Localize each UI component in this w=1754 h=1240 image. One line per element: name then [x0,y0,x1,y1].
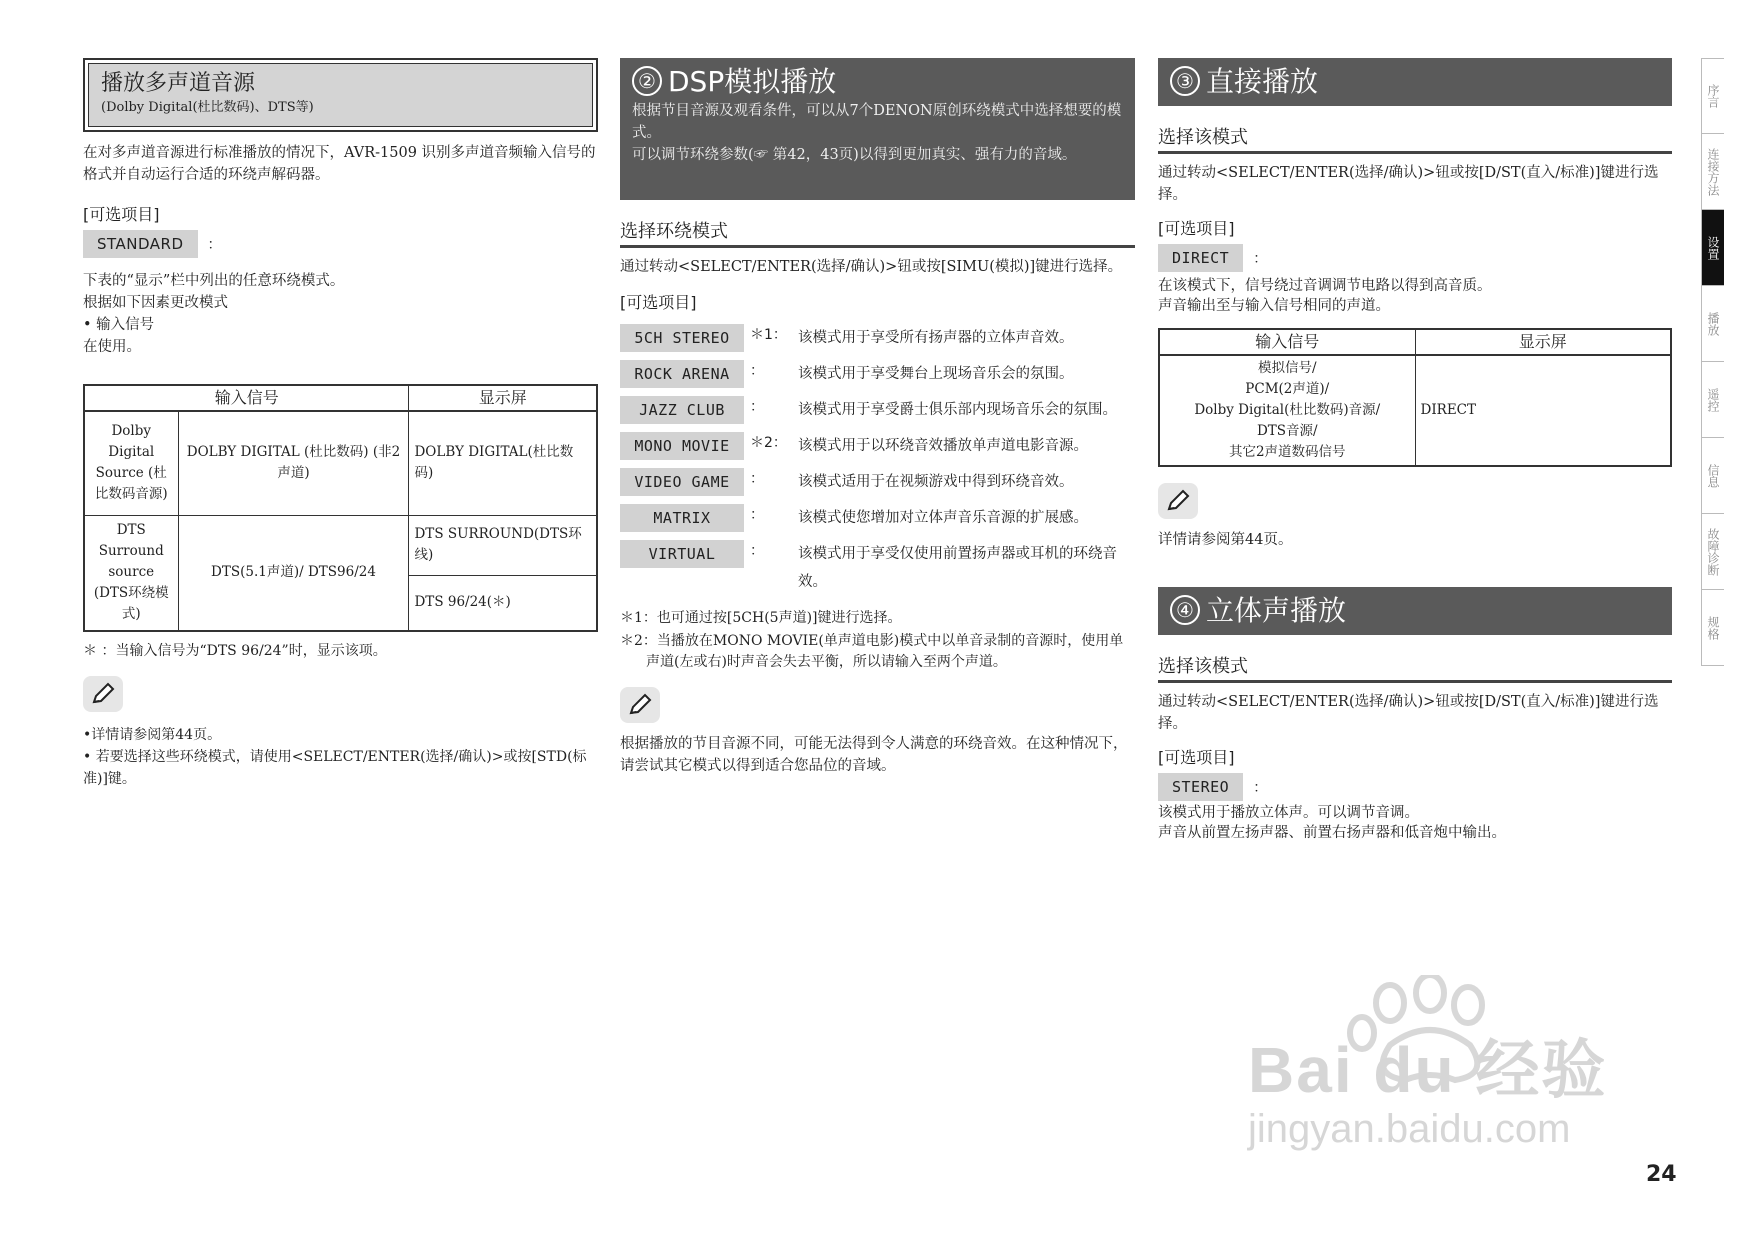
tab-playback[interactable]: 播放 [1701,286,1724,362]
colon: ： [207,237,222,253]
mode-item [620,324,1135,352]
mode-chip: MONO MOVIE [620,432,744,460]
stereo-mode-chip: STEREO [1158,773,1243,801]
stereo-header [1158,587,1672,635]
direct-table [1158,328,1672,467]
pencil-icon [620,687,660,723]
mode-item [620,504,1135,532]
standard-mode-chip: STANDARD [83,230,198,258]
section-title: DSP模拟播放 [668,65,837,98]
table-cell: DTS Surround source (DTS环绕模式) [84,515,178,631]
note-line: •详情请参阅第44页。 [83,727,222,743]
select-surround-heading: 选择环绕模式 [620,220,1135,248]
dsp-note: 根据播放的节目音源不同，可能无法得到令人满意的环绕音效。在这种情况下，请尝试其它模式以得到适合您品位的音域。 [620,736,1128,774]
section-title-box [83,58,598,132]
column-direct-stereo [1158,58,1672,843]
desc-line: • 输入信号 [83,317,155,333]
selectable-label: [可选项目] [1158,748,1235,767]
standard-description [83,270,598,358]
table-row [84,411,597,515]
mode-item [620,360,1135,388]
table-cell: DTS 96/24(＊) [409,575,597,631]
watermark-brand: Bai du 经验 [1248,1034,1608,1106]
table-row [1159,355,1671,466]
select-mode-heading: 选择该模式 [1158,126,1672,154]
dsp-header [620,58,1135,200]
desc-line: 在使用。 [83,339,141,355]
desc-line: 下表的“显示”栏中列出的任意环绕模式。 [83,273,345,289]
table-cell [1159,355,1415,466]
section-subtitle: (Dolby Digital(杜比数码)、DTS等) [101,100,314,115]
table-cell: DOLBY DIGITAL (杜比数码) (非2声道) [178,411,409,515]
dsp-desc2: 可以调节环绕参数(☞ 第42，43页)以得到更加真实、强有力的音域。 [632,147,1077,163]
dsp-desc1: 根据节目音源及观看条件，可以从7个DENON原创环绕模式中选择想要的模式。 [632,103,1122,141]
chapter-tabs [1701,58,1754,666]
direct-header [1158,58,1672,106]
mode-mark: ： [750,543,764,559]
mode-item [620,396,1135,424]
note-icon-wrap [620,687,1135,729]
desc-line: 在该模式下，信号绕过音调调节电路以得到高音质。 [1158,278,1492,294]
mode-chip: JAZZ CLUB [620,396,744,424]
mode-desc: 该模式用于享受所有扬声器的立体声音效。 [798,330,1074,346]
tab-specifications[interactable]: 规格 [1701,590,1724,666]
notes [83,724,598,790]
mode-desc: 该模式用于以环绕音效播放单声道电影音源。 [798,438,1088,454]
page-number: 24 [1646,1162,1677,1187]
select-mode-heading: 选择该模式 [1158,655,1672,683]
selectable-label: [可选项目] [83,205,160,224]
mode-mark: ： [750,507,764,523]
mode-mark: ： [750,363,764,379]
mode-list [620,324,1135,596]
section-number: ③ [1170,66,1200,96]
mode-desc: 该模式用于享受仅使用前置扬声器或耳机的环绕音效。 [798,546,1117,590]
watermark-url: jingyan.baidu.com [1248,1107,1571,1151]
table-cell: DIRECT [1415,355,1671,466]
stereo-description [1158,803,1672,843]
table-head-input: 输入信号 [1159,329,1415,355]
mode-desc: 该模式适用于在视频游戏中得到环绕音效。 [798,474,1074,490]
table-cell: Dolby Digital Source (杜比数码音源) [84,411,178,515]
table-cell: DTS(5.1声道)/ DTS96/24 [178,515,409,631]
mode-chip: MATRIX [620,504,744,532]
mode-mark: ： [750,399,764,415]
section-title: 直接播放 [1206,65,1319,98]
mode-chip: 5CH STEREO [620,324,744,352]
mode-item [620,540,1135,596]
input-display-table [83,384,598,632]
pencil-icon [83,676,123,712]
input-line: 模拟信号/ [1257,360,1317,376]
input-line: Dolby Digital(杜比数码)音源/ [1194,402,1381,418]
section-number: ② [632,66,662,96]
selectable-label: [可选项目] [620,293,697,312]
pencil-icon [1158,483,1198,519]
mode-mark: ： [750,471,764,487]
mode-desc: 该模式用于享受爵士俱乐部内现场音乐会的氛围。 [798,402,1117,418]
baidu-watermark [1240,975,1660,1155]
desc-line: 声音从前置左扬声器、前置右扬声器和低音炮中输出。 [1158,825,1506,841]
select-surround-text: 通过转动<SELECT/ENTER(选择/确认)>钮或按[SIMU(模拟)]键进行选择。 [620,259,1123,275]
footnote-1: ＊1：也可通过按[5CH(5声道)]键进行选择。 [620,610,902,626]
tab-remote[interactable]: 遥控 [1701,362,1724,438]
mode-desc: 该模式用于享受舞台上现场音乐会的氛围。 [798,366,1074,382]
select-mode-text: 通过转动<SELECT/ENTER(选择/确认)>钮或按[D/ST(直入/标准)]键进行选择。 [1158,694,1659,732]
tab-setup[interactable]: 设置 [1701,210,1724,286]
tab-preface[interactable]: 序言 [1701,58,1724,134]
table-head-input: 输入信号 [84,385,409,411]
table-cell: DOLBY DIGITAL(杜比数码) [409,411,597,515]
colon: ： [1253,251,1268,267]
mode-chip: VIDEO GAME [620,468,744,496]
table-cell: DTS SURROUND(DTS环线) [409,515,597,575]
table-footnote: ＊ ：当输入信号为“DTS 96/24”时，显示该项。 [83,643,387,659]
mode-chip: VIRTUAL [620,540,744,568]
mode-desc: 该模式使您增加对立体声音乐音源的扩展感。 [798,510,1088,526]
direct-description [1158,276,1672,316]
tab-information[interactable]: 信息 [1701,438,1724,514]
tab-troubleshooting[interactable]: 故障诊断 [1701,514,1724,590]
note-line: • 若要选择这些环绕模式，请使用<SELECT/ENTER(选择/确认)>或按[STD(标准)]键。 [83,749,587,787]
direct-note: 详情请参阅第44页。 [1158,532,1293,548]
column-multichannel [83,58,598,790]
tab-connections[interactable]: 连接方法 [1701,134,1724,210]
table-head-display: 显示屏 [1415,329,1671,355]
table-head-display: 显示屏 [409,385,597,411]
mode-item [620,468,1135,496]
section-title: 立体声播放 [1206,594,1347,627]
mode-mark: ＊2： [750,435,787,451]
table-row [84,515,597,575]
intro-text: 在对多声道音源进行标准播放的情况下，AVR-1509 识别多声道音频输入信号的格式并自动运行合适的环绕声解码器。 [83,145,596,183]
input-line: 其它2声道数码信号 [1228,444,1346,460]
selectable-label: [可选项目] [1158,219,1235,238]
column-dsp [620,58,1135,777]
footnote-2: ＊2：当播放在MONO MOVIE(单声道电影)模式中以单音录制的音源时，使用单声道(左或右)时声音会失去平衡，所以请输入至两个声道。 [620,633,1124,670]
input-line: PCM(2声道)/ [1245,381,1330,397]
desc-line: 声音输出至与输入信号相同的声道。 [1158,298,1390,314]
desc-line: 该模式用于播放立体声。可以调节音调。 [1158,805,1419,821]
colon: ： [1253,780,1268,796]
select-mode-text: 通过转动<SELECT/ENTER(选择/确认)>钮或按[D/ST(直入/标准)]键进行选择。 [1158,165,1659,203]
note-icon-wrap [1158,483,1672,525]
direct-mode-chip: DIRECT [1158,244,1243,272]
section-title: 播放多声道音源 [101,71,256,96]
section-number: ④ [1170,595,1200,625]
note-icon-wrap [83,676,598,718]
mode-chip: ROCK ARENA [620,360,744,388]
mode-mark: ＊1： [750,327,787,343]
mode-item [620,432,1135,460]
input-line: DTS音源/ [1256,423,1318,439]
desc-line: 根据如下因素更改模式 [83,295,228,311]
